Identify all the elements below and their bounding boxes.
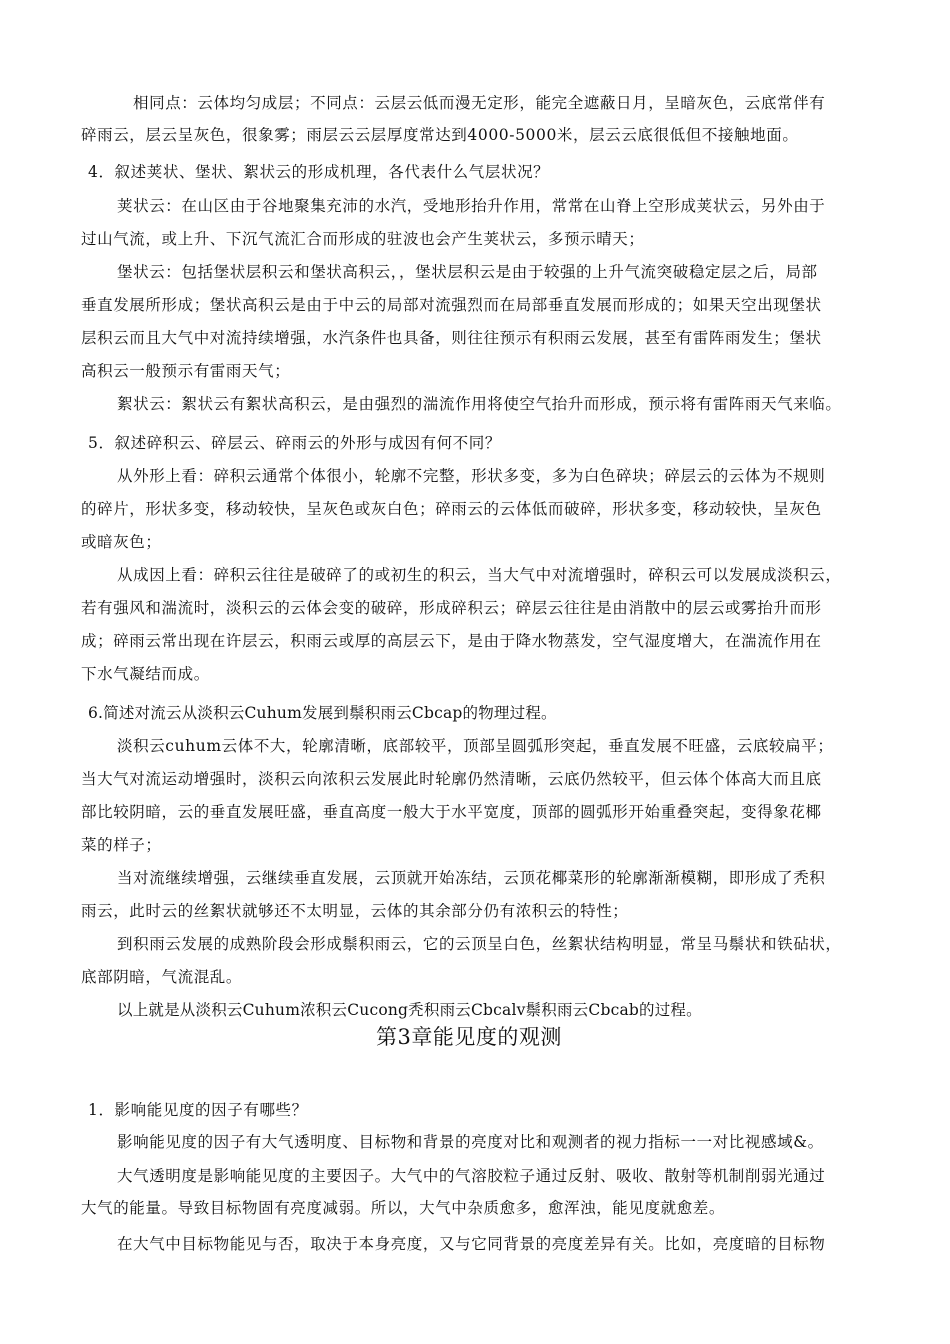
paragraph-line: 从成因上看：碎积云往往是破碎了的或初生的积云，当大气中对流增强时，碎积云可以发展成淡积云， bbox=[117, 566, 842, 584]
paragraph-line: 垂直发展所形成；堡状高积云是由于中云的局部对流强烈而在局部垂直发展而形成的；如果天空出现堡状 bbox=[81, 296, 822, 314]
paragraph-line: 或暗灰色； bbox=[81, 533, 162, 551]
paragraph-line: 若有强风和湍流时，淡积云的云体会变的破碎，形成碎积云；碎层云往往是由消散中的层云或雾抬升而形 bbox=[81, 599, 822, 617]
paragraph-line: 层积云而且大气中对流持续增强，水汽条件也具备，则往往预示有积雨云发展，甚至有雷阵雨发生；堡状 bbox=[81, 329, 822, 347]
paragraph-line: 下水气凝结而成。 bbox=[81, 665, 210, 683]
paragraph-line: 淡积云cuhum云体不大，轮廓清晰，底部较平，顶部呈圆弧形突起，垂直发展不旺盛，云底较扁平； bbox=[117, 737, 834, 755]
question-heading-4: 4．叙述荚状、堡状、絮状云的形成机理，各代表什么气层状况？ bbox=[88, 163, 550, 181]
paragraph-line: 底部阴暗，气流混乱。 bbox=[81, 968, 243, 986]
paragraph-line: 当大气对流运动增强时，淡积云向浓积云发展此时轮廓仍然清晰，云底仍然较平，但云体个体高大而且底 bbox=[81, 770, 822, 788]
paragraph-line: 大气透明度是影响能见度的主要因子。大气中的气溶胶粒子通过反射、吸收、散射等机制削弱光通过 bbox=[117, 1167, 826, 1185]
paragraph-line: 成；碎雨云常出现在许层云，积雨云或厚的高层云下，是由于降水物蒸发，空气湿度增大，在湍流作用在 bbox=[81, 632, 822, 650]
paragraph-line: 从外形上看：碎积云通常个体很小，轮廓不完整，形状多变，多为白色碎块；碎层云的云体为不规则 bbox=[117, 467, 826, 485]
paragraph-line: 菜的样子； bbox=[81, 836, 162, 854]
chapter-title: 第3章能见度的观测 bbox=[376, 1025, 562, 1049]
paragraph-line: 高积云一般预示有雷雨天气； bbox=[81, 362, 291, 380]
paragraph-line: 大气的能量。导致目标物固有亮度减弱。所以，大气中杂质愈多，愈浑浊，能见度就愈差。 bbox=[81, 1199, 726, 1217]
paragraph-line: 的碎片，形状多变，移动较快，呈灰色或灰白色；碎雨云的云体低而破碎，形状多变，移动较快，呈灰色 bbox=[81, 500, 822, 518]
paragraph-line: 过山气流，或上升、下沉气流汇合而形成的驻波也会产生荚状云，多预示晴天； bbox=[81, 230, 645, 248]
paragraph-line: 到积雨云发展的成熟阶段会形成鬃积雨云，它的云顶呈白色，丝絮状结构明显，常呈马鬃状和铁砧状， bbox=[117, 935, 842, 953]
question-heading-5: 5．叙述碎积云、碎层云、碎雨云的外形与成因有何不同？ bbox=[88, 434, 501, 452]
paragraph-line: 碎雨云，层云呈灰色，很象雾；雨层云云层厚度常达到4000-5000米，层云云底很低但不接触地面。 bbox=[81, 126, 799, 144]
paragraph-line: 影响能见度的因子有大气透明度、目标物和背景的亮度对比和观测者的视力指标一一对比视感域&。 bbox=[117, 1133, 824, 1151]
paragraph-line: 在大气中目标物能见与否，取决于本身亮度，又与它同背景的亮度差异有关。比如，亮度暗的目标物 bbox=[117, 1235, 826, 1253]
paragraph-line: 以上就是从淡积云Cuhum浓积云Cucong秃积雨云Cbcalv鬃积雨云Cbcab的过程。 bbox=[117, 1001, 702, 1019]
paragraph-line: 相同点：云体均匀成层；不同点：云层云低而漫无定形，能完全遮蔽日月，呈暗灰色，云底常伴有 bbox=[133, 94, 826, 112]
paragraph-line: 絮状云：絮状云有絮状高积云，是由强烈的湍流作用将使空气抬升而形成，预示将有雷阵雨天气来临。 bbox=[117, 395, 842, 413]
question-heading-6: 6.简述对流云从淡积云Cuhum发展到鬃积雨云Cbcap的物理过程。 bbox=[88, 704, 557, 722]
paragraph-line: 堡状云：包括堡状层积云和堡状高积云，，堡状层积云是由于较强的上升气流突破稳定层之后，局部 bbox=[117, 263, 818, 281]
paragraph-line: 荚状云：在山区由于谷地聚集充沛的水汽，受地形抬升作用，常常在山脊上空形成荚状云，另外由于 bbox=[117, 197, 826, 215]
paragraph-line: 当对流继续增强，云继续垂直发展，云顶就开始冻结，云顶花椰菜形的轮廓渐渐模糊，即形成了秃积 bbox=[117, 869, 826, 887]
paragraph-line: 雨云，此时云的丝絮状就够还不太明显，云体的其余部分仍有浓积云的特性； bbox=[81, 902, 629, 920]
paragraph-line: 部比较阴暗，云的垂直发展旺盛，垂直高度一般大于水平宽度，顶部的圆弧形开始重叠突起，变得象花椰 bbox=[81, 803, 822, 821]
question-heading-1: 1．影响能见度的因子有哪些？ bbox=[88, 1101, 308, 1119]
